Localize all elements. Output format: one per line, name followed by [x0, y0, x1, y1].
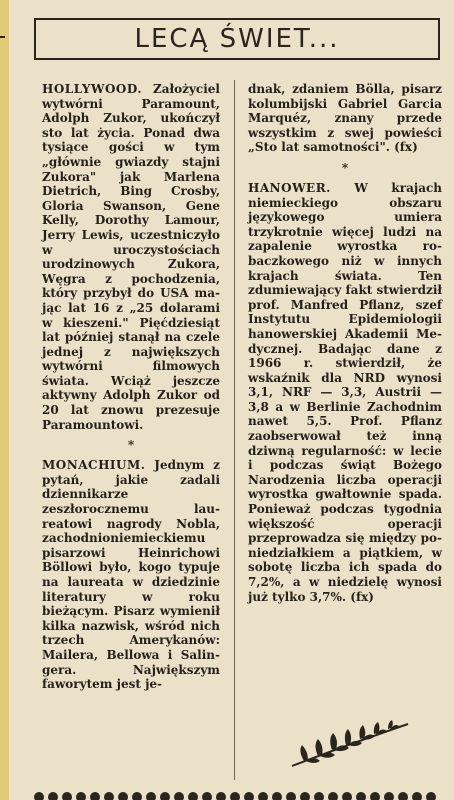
header-box: [34, 18, 440, 60]
left-column: [42, 82, 220, 692]
bottom-dotted-border: [34, 786, 440, 800]
right-column: [248, 82, 442, 604]
article-hollywood-body: Założyciel wytwórni Paramount, Adolph Zukor, ukończył sto lat życia. Ponad dwa tysiące gości w tym „głównie gwiazdy stajni Zukora" jak Marlena Dietrich, Bing Crosby, Gloria Swanson, Gene Kelly, Dorothy Lamour, Jerry Lewis, uczestniczyło w uroczystościach urodzinowych Zukora, Węgra z pochodzenia, który przybył do USA mając lat 16 z „25 dolarami w kieszeni." Pięćdziesiąt lat później stanął na czele jednej z największych wytwórni filmowych świata. Wciąż jeszcze aktywny Adolph Zukor od 20 lat znowu prezesuje Paramountowi.: [42, 82, 220, 432]
column-divider: [234, 80, 235, 780]
fern-icon: [284, 716, 414, 772]
corner-mark: [0, 36, 5, 38]
article-monachium: [42, 458, 220, 692]
article-hanower-body: W krajach niemieckiego obszaru językowego umiera trzykrotnie więcej ludzi na zapalenie wyrostka robaczkowego niż w innych krajach świata. Ten zdumiewający fakt stwierdził prof. Manfred Pflanz, szef Instytutu Epidemiologii hanowerskiej Akademii Medycznej. Badając dane z 1966 r. stwierdził, że wskaźnik dla NRD wynosi 3,1, NRF — 3,3, Austrii — 3,8 a w Berlinie Zachodnim nawet 5,5. Prof. Pflanz zaobserwował też inną dziwną regularność: w lecie i podczas świąt Bożego Narodzenia liczba operacji wyrostka gwałtownie spada. Ponieważ podczas tygodnia większość operacji przeprowadza się między poniedziałkiem a piątkiem, w sobotę liczba ich spada do 7,2%, a w niedzielę wynosi już tylko 3,7%. (fx): [248, 180, 442, 604]
article-monachium-body: Jednym z pytań, jakie zadali dziennikarze zeszłorocznemu laureatowi nagrody Nobla, zachodnioniemieckiemu pisarzowi Heinrichowi Böllowi było, kogo typuje na laureata w dziedzinie literatury w roku bieżącym. Pisarz wymienił kilka nazwisk, wśród nich trzech Amerykanów: Mailera, Bellowa i Salingera. Największym faworytem jest je-: [42, 458, 220, 692]
article-hanower-lead: HANOWER.: [248, 180, 331, 195]
article-hollywood-lead: HOLLYWOOD.: [42, 82, 143, 96]
article-hanower: [248, 181, 442, 604]
separator-star: *: [341, 160, 349, 175]
left-color-stripe: [0, 0, 9, 800]
article-monachium-lead: MONACHIUM.: [42, 458, 146, 473]
page-title: LECĄ ŚWIET...: [134, 24, 340, 54]
article-hollywood: [42, 82, 220, 432]
separator-star: *: [127, 438, 135, 453]
article-monachium-continued: dnak, zdaniem Bölla, pisarz kolumbijski Gabriel Garcia Marquéz, znany przede wszystkim z swej powieści „Sto lat samotności". (fx): [248, 82, 442, 155]
